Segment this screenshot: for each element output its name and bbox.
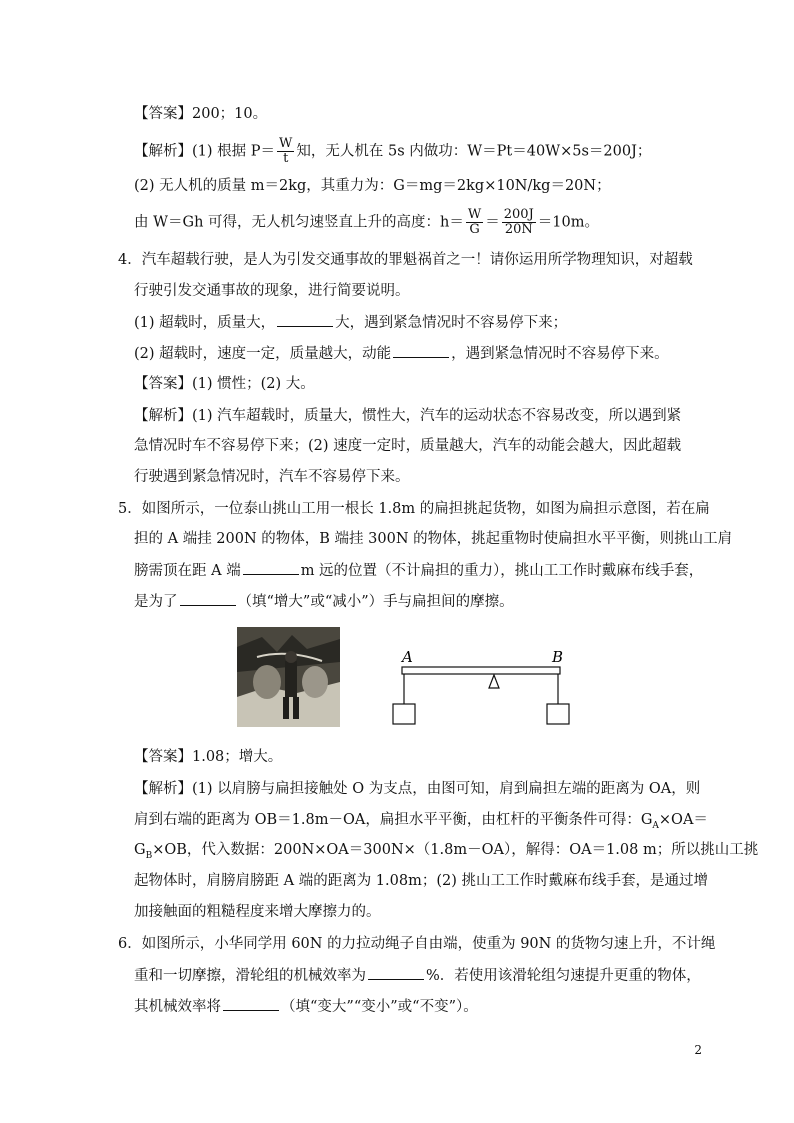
q6-blank-1[interactable]	[368, 965, 424, 980]
q5-explanation-4: 起物体时，肩膀肩膀距 A 端的距离为 1.08m；(2) 挑山工工作时戴麻布线手套，是通过增	[134, 873, 708, 889]
q5-blank-1[interactable]	[243, 560, 299, 575]
q3-explanation-2: (2) 无人机的质量 m＝2kg，其重力为：G＝mg＝2kg×10N/kg＝20N；	[134, 178, 611, 194]
q4-question-2: 行驶引发交通事故的现象，进行简要说明。	[134, 283, 410, 299]
porter-photo	[237, 627, 340, 727]
q3-explanation-1: 【解析】(1) 根据 P＝ $\frac{W}{t}$ 知，无人机在 5s 内做功：W＝Pt＝40W×5s＝200J；	[134, 136, 652, 166]
q5-explanation-2: 肩到右端的距离为 OB＝1.8m－OA，扁担水平平衡，由杠杆的平衡条件可得：$G_A\times OA=$	[134, 812, 708, 831]
q6-question-3: 其机械效率将 （填“变大”“变小”或“不变”）。	[134, 996, 478, 1017]
q5-explanation-3: $G_B\times OB$，代入数据：200N×OA＝300N×（1.8m－OA），解得：OA＝1.08 m；所以挑山工挑	[134, 842, 759, 861]
fulcrum	[489, 675, 499, 688]
q4-blank-1[interactable]	[277, 312, 333, 327]
weight-a	[393, 704, 415, 724]
q4-explanation-1: 【解析】(1) 汽车超载时，质量大，惯性大，汽车的运动状态不容易改变，所以遇到紧	[134, 408, 682, 424]
q5-explanation-5: 加接触面的粗糙程度来增大摩擦力的。	[134, 904, 381, 920]
q6-blank-2[interactable]	[223, 996, 279, 1011]
porter-photo-art	[237, 627, 340, 727]
q5-blank-2[interactable]	[180, 591, 236, 606]
page-number: 2	[694, 1043, 702, 1057]
height-fraction-1: $\frac{W}{G}$	[467, 207, 482, 237]
q3-explanation-3: 由 W＝Gh 可得，无人机匀速竖直上升的高度：h＝ $\frac{W}{G}$ ＝ $\frac{200J}{20N}$ ＝10m。	[134, 207, 599, 237]
label-a: A	[402, 648, 413, 666]
q6-question-2: 重和一切摩擦，滑轮组的机械效率为 %．若使用该滑轮组匀速提升更重的物体，	[134, 965, 701, 986]
shoulder-pole	[402, 667, 560, 674]
weight-b	[547, 704, 569, 724]
q4-explanation-2: 急情况时车不容易停下来；(2) 速度一定时，质量越大，汽车的动能会越大，因此超载	[134, 438, 682, 454]
q5-question-4: 是为了 （填“增大”或“减小”）手与扁担间的摩擦。	[134, 591, 514, 612]
q6-question-1: 6．如图所示，小华同学用 60N 的力拉动绳子自由端，使重为 90N 的货物匀速上升，不计绳	[118, 936, 716, 952]
q3-answer: 【答案】200；10。	[134, 106, 268, 122]
q5-question-3: 膀需顶在距 A 端 m 远的位置（不计扁担的重力），挑山工工作时戴麻布线手套，	[134, 560, 703, 581]
q4-sub-2: (2) 超载时，速度一定，质量越大，动能 ，遇到紧急情况时不容易停下来。	[134, 343, 669, 364]
q5-question-2: 担的 A 端挂 200N 的物体，B 端挂 300N 的物体，挑起重物时使扁担水平平衡，则挑山工肩	[134, 531, 733, 547]
power-fraction: $\frac{W}{t}$	[279, 136, 293, 166]
q4-explanation-3: 行驶遇到紧急情况时，汽车不容易停下来。	[134, 469, 410, 485]
q4-question-1: 4．汽车超载行驶，是人为引发交通事故的罪魁祸首之一！请你运用所学物理知识，对超载	[118, 252, 693, 268]
label-b: B	[552, 648, 564, 666]
q4-sub-1: (1) 超载时，质量大， 大，遇到紧急情况时不容易停下来；	[134, 312, 567, 333]
q5-explanation-1: 【解析】(1) 以肩膀与扁担接触处 O 为支点，由图可知，肩到扁担左端的距离为 OA，则	[134, 781, 701, 797]
lever-diagram	[380, 640, 590, 740]
q4-answer: 【答案】(1) 惯性；(2) 大。	[134, 376, 315, 392]
height-fraction-2: $\frac{200J}{20N}$	[503, 207, 534, 237]
q5-answer: 【答案】1.08；增大。	[134, 749, 283, 765]
q4-blank-2[interactable]	[393, 343, 449, 358]
q5-question-1: 5．如图所示，一位泰山挑山工用一根长 1.8m 的扁担挑起货物，如图为扁担示意图，若在扁	[118, 501, 710, 517]
